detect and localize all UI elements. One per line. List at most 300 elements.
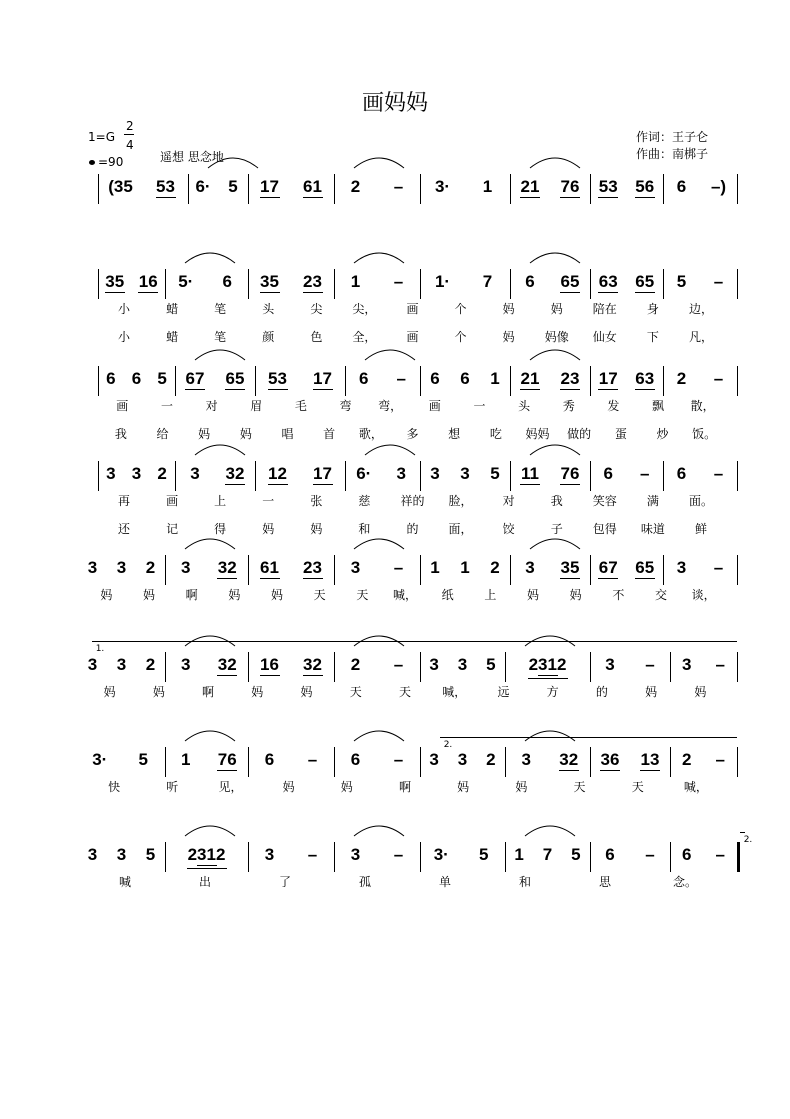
- beam-underline: [197, 865, 217, 866]
- bar-line: [255, 461, 256, 491]
- lyric-verse-1: 妈: [340, 780, 353, 794]
- lyric-verse-2: 得: [214, 522, 227, 536]
- note: 3: [521, 750, 531, 769]
- lyric-verse-2: 唱: [281, 427, 294, 441]
- bar-line: [510, 366, 511, 396]
- note: 32: [217, 558, 237, 577]
- lyric-verse-1: 啊: [185, 588, 198, 602]
- lyric-verse-1: 妈: [694, 685, 707, 699]
- slur: [185, 731, 235, 741]
- lyric-verse-1: 面。: [688, 494, 713, 508]
- lyric-verse-1: 妈: [103, 685, 116, 699]
- lyric-verse-1: 单: [438, 875, 452, 889]
- beam-underline: [138, 292, 158, 293]
- beam-underline: [520, 484, 540, 485]
- lyric-verse-1: 尖，: [352, 302, 377, 316]
- lyric-verse-2: 记: [166, 522, 179, 536]
- lyric-verse-2: 还: [118, 522, 131, 536]
- note: 2: [350, 177, 361, 196]
- key-signature: 1=G: [88, 130, 115, 144]
- bar-line: [334, 652, 335, 682]
- bar-line: [98, 366, 99, 396]
- note: 3: [116, 558, 127, 577]
- note: –: [713, 464, 724, 483]
- note: 3: [682, 655, 692, 674]
- note: –: [307, 750, 318, 769]
- note: 6: [106, 369, 116, 388]
- lyric-verse-1: 祥的: [400, 494, 425, 508]
- note: 1: [181, 750, 191, 769]
- beam-underline: [303, 197, 323, 198]
- lyric-verse-2: 子: [550, 522, 563, 536]
- note: 2: [490, 558, 500, 577]
- bar-line: [510, 269, 511, 299]
- bar-line: [255, 366, 256, 396]
- lyric-verse-2: 歌，: [358, 427, 383, 441]
- note: 5: [228, 177, 238, 196]
- note: 3: [429, 655, 439, 674]
- note: 65: [635, 272, 655, 291]
- note: 2: [145, 558, 156, 577]
- bar-line: [505, 747, 506, 777]
- slur: [530, 158, 580, 168]
- bar-line: [420, 174, 421, 204]
- beam-underline: [260, 197, 280, 198]
- lyric-verse-1: 妈: [270, 588, 284, 602]
- beam-underline: [303, 578, 323, 579]
- note: 3: [116, 655, 127, 674]
- lyric-verse-1: 了: [278, 875, 292, 889]
- lyric-verse-1: 听: [166, 780, 179, 794]
- lyric-verse-1: 头: [518, 399, 531, 413]
- lyric-verse-1: 脸，: [448, 494, 473, 508]
- bar-line: [590, 461, 591, 491]
- lyric-verse-2: 蜡: [166, 330, 179, 344]
- expression-marking: 遥想 思念地: [160, 150, 224, 164]
- note: 53: [268, 369, 287, 388]
- lyric-verse-2: 妈: [262, 522, 275, 536]
- lyric-verse-2: 炒: [656, 427, 669, 441]
- note: 3: [605, 655, 615, 674]
- ending-number: 1.: [95, 644, 105, 654]
- note: 3: [460, 464, 470, 483]
- lyric-verse-2: 妈: [198, 427, 211, 441]
- lyric-verse-1: 边，: [688, 302, 713, 316]
- note: 6: [603, 464, 613, 483]
- song-title: 画妈妈: [361, 91, 428, 116]
- note: –: [715, 750, 725, 769]
- beam-underline: [635, 389, 655, 390]
- lyric-verse-1: 上: [214, 494, 227, 508]
- lyric-verse-1: 妈: [228, 588, 241, 602]
- beam-underline: [313, 389, 333, 390]
- bar-line: [345, 366, 346, 396]
- note: 3: [181, 655, 191, 674]
- note: 7: [482, 272, 493, 291]
- time-signature-line: [124, 134, 134, 135]
- note: 3·: [433, 845, 449, 864]
- lyric-verse-1: 妈: [282, 780, 295, 794]
- beam-underline: [268, 389, 288, 390]
- beam-underline: [640, 770, 660, 771]
- lyric-verse-2: 想: [448, 427, 461, 441]
- lyric-verse-1: 画: [166, 494, 179, 508]
- lyric-verse-2: 我: [114, 427, 127, 441]
- note: 6: [605, 845, 615, 864]
- lyric-verse-2: 鲜: [694, 522, 707, 536]
- note: 3: [350, 558, 361, 577]
- note: 1: [490, 369, 500, 388]
- lyric-verse-1: 妈: [142, 588, 156, 602]
- note: 5: [157, 369, 167, 388]
- time-signature-bottom: 4: [126, 138, 134, 152]
- note: 23: [303, 558, 322, 577]
- slur: [525, 826, 575, 836]
- bar-line: [98, 174, 99, 204]
- note: –: [713, 558, 724, 577]
- note: –: [640, 464, 650, 483]
- note: 23: [560, 369, 580, 388]
- note: 32: [225, 464, 245, 483]
- lyric-verse-1: 喊，: [442, 685, 467, 699]
- note: –: [307, 845, 318, 864]
- lyric-verse-2: 给: [156, 427, 169, 441]
- lyric-verse-1: 妈: [100, 588, 113, 602]
- bar-line: [590, 652, 591, 682]
- note: 61: [303, 177, 322, 196]
- lyric-verse-1: 妈: [526, 588, 540, 602]
- bar-line: [248, 174, 249, 204]
- lyric-verse-1: 个: [454, 302, 467, 316]
- lyric-verse-2: 首: [323, 427, 336, 441]
- beam-underline: [598, 292, 618, 293]
- lyric-verse-1: 快: [108, 780, 121, 794]
- slur: [185, 539, 235, 549]
- note: 21: [520, 369, 540, 388]
- note: 11: [521, 464, 539, 483]
- lyric-verse-1: 一: [473, 399, 486, 413]
- note: 1·: [434, 272, 451, 291]
- note: 16: [138, 272, 158, 291]
- slur: [354, 826, 404, 836]
- beam-underline: [520, 197, 540, 198]
- slur: [530, 350, 580, 360]
- note: 3·: [434, 177, 451, 196]
- lyric-verse-1: 笑容: [592, 494, 617, 508]
- slur: [530, 253, 580, 263]
- time-signature-top: 2: [126, 119, 134, 133]
- note: 1: [514, 845, 524, 864]
- bar-line: [334, 269, 335, 299]
- lyric-verse-1: 交: [654, 588, 668, 602]
- note: 6: [350, 750, 361, 769]
- beam-underline: [538, 675, 558, 676]
- lyric-verse-2: 画: [406, 330, 419, 344]
- beam-underline: [559, 770, 579, 771]
- note: –: [715, 655, 725, 674]
- bar-line: [420, 747, 421, 777]
- beam-underline-double: [187, 868, 227, 869]
- slur: [354, 539, 404, 549]
- beam-underline: [260, 578, 280, 579]
- beam-underline: [598, 197, 618, 198]
- lyric-verse-1: 身: [646, 302, 659, 316]
- note: (35: [108, 177, 133, 196]
- note: 3: [457, 750, 468, 769]
- lyric-verse-1: 一: [160, 399, 173, 413]
- lyric-verse-2: 妈: [502, 330, 515, 344]
- lyric-verse-1: 小: [118, 302, 131, 316]
- note: 76: [560, 177, 580, 196]
- lyric-verse-1: 喊，: [392, 588, 418, 602]
- bar-line: [98, 461, 99, 491]
- note: 3: [116, 845, 127, 864]
- note: 2: [486, 750, 496, 769]
- bar-line: [420, 269, 421, 299]
- beam-underline: [635, 578, 655, 579]
- lyric-verse-2: 妈: [310, 522, 323, 536]
- slur: [195, 350, 245, 360]
- quarter-note-icon: [89, 160, 95, 165]
- note: 3: [131, 464, 142, 483]
- bar-line: [165, 842, 166, 872]
- bar-line: [737, 652, 738, 682]
- note: –: [645, 845, 655, 864]
- lyric-verse-2: 全，: [352, 330, 377, 344]
- note: –: [393, 845, 404, 864]
- bar-line: [334, 174, 335, 204]
- note: 32: [303, 655, 322, 674]
- slur: [185, 253, 235, 263]
- note: 63: [635, 369, 655, 388]
- lyric-verse-1: 画: [116, 399, 129, 413]
- lyric-verse-1: 天: [631, 780, 644, 794]
- lyric-verse-2: 面，: [448, 522, 473, 536]
- note: 3: [429, 750, 439, 769]
- note: 3: [676, 558, 687, 577]
- note: 3: [350, 845, 361, 864]
- beam-underline: [185, 389, 205, 390]
- note: 65: [225, 369, 245, 388]
- lyric-verse-1: 张: [310, 494, 323, 508]
- note: 5: [490, 464, 500, 483]
- beam-underline: [303, 675, 323, 676]
- bar-line: [663, 269, 664, 299]
- beam-underline: [156, 197, 176, 198]
- note: 6: [222, 272, 232, 291]
- note: 2312: [187, 845, 226, 864]
- lyric-verse-2: 多: [406, 427, 419, 441]
- bar-line: [737, 366, 738, 396]
- beam-underline: [105, 292, 125, 293]
- beam-underline: [217, 675, 237, 676]
- slur: [195, 445, 245, 455]
- beam-underline: [217, 770, 237, 771]
- note: 65: [560, 272, 580, 291]
- lyric-verse-1: 画: [428, 399, 441, 413]
- lyric-verse-1: 天: [573, 780, 586, 794]
- ending-number: 2.: [743, 835, 753, 845]
- beam-underline: [303, 292, 323, 293]
- note: 32: [559, 750, 579, 769]
- note: 76: [560, 464, 580, 483]
- bar-line: [505, 652, 506, 682]
- note: 3: [190, 464, 200, 483]
- bar-line: [663, 555, 664, 585]
- note: 6: [359, 369, 369, 388]
- lyric-verse-2: 笔: [214, 330, 227, 344]
- beam-underline: [217, 578, 237, 579]
- ending-bracket-line: [440, 737, 737, 738]
- lyric-verse-1: 的: [595, 685, 608, 699]
- lyric-verse-2: 味道: [640, 522, 665, 536]
- note: 6: [430, 369, 440, 388]
- lyric-verse-2: 小: [118, 330, 131, 344]
- beam-underline: [598, 389, 618, 390]
- lyric-verse-2: 个: [454, 330, 467, 344]
- bar-line: [590, 269, 591, 299]
- lyric-verse-2: 蛋: [614, 427, 627, 441]
- lyric-verse-2: 饭。: [692, 427, 717, 441]
- lyric-verse-2: 做的: [567, 427, 592, 441]
- bar-line: [334, 555, 335, 585]
- note: 2312: [528, 655, 567, 674]
- note: 6: [676, 177, 687, 196]
- note: 5: [486, 655, 496, 674]
- lyric-verse-1: 对: [502, 494, 515, 508]
- beam-underline: [600, 770, 620, 771]
- slur: [525, 731, 575, 741]
- lyric-verse-2: 妈妈: [525, 427, 550, 441]
- note: 17: [598, 369, 618, 388]
- bar-line: [248, 555, 249, 585]
- bar-line: [420, 842, 421, 872]
- note: 6: [131, 369, 142, 388]
- bar-line: [98, 269, 99, 299]
- lyric-verse-1: 不: [612, 588, 625, 602]
- note: 65: [635, 558, 655, 577]
- lyric-verse-2: 吃: [489, 427, 502, 441]
- lyric-verse-1: 慈: [358, 494, 371, 508]
- lyric-verse-2: 色: [310, 330, 323, 344]
- note: 21: [520, 177, 540, 196]
- note: 13: [640, 750, 660, 769]
- note: 35: [105, 272, 125, 291]
- lyric-verse-1: 妈: [251, 685, 264, 699]
- composer-credit: 作曲：南梆子: [636, 147, 709, 161]
- lyric-verse-1: 妈: [152, 685, 165, 699]
- bar-line: [248, 842, 249, 872]
- lyric-verse-2: 和: [358, 522, 371, 536]
- lyric-verse-1: 陪在: [592, 302, 617, 316]
- bar-line: [737, 747, 738, 777]
- note: 67: [185, 369, 205, 388]
- note: 5: [479, 845, 489, 864]
- bar-line: [670, 652, 671, 682]
- lyric-verse-1: 妈: [550, 302, 563, 316]
- note: 2: [350, 655, 361, 674]
- bar-line: [175, 461, 176, 491]
- beam-underline: [260, 675, 280, 676]
- lyric-verse-1: 画: [406, 302, 419, 316]
- lyric-verse-1: 远: [497, 685, 510, 699]
- bar-line: [590, 366, 591, 396]
- bar-line: [663, 366, 664, 396]
- lyric-verse-1: 妈: [645, 685, 658, 699]
- lyric-verse-1: 一: [262, 494, 275, 508]
- lyric-verse-1: 妈: [502, 302, 515, 316]
- bar-line: [165, 269, 166, 299]
- bar-line: [175, 366, 176, 396]
- lyric-verse-1: 尖: [310, 302, 323, 316]
- lyric-verse-1: 见，: [218, 780, 243, 794]
- note: 53: [598, 177, 618, 196]
- lyric-verse-2: 的: [406, 522, 419, 536]
- note: 6·: [195, 177, 211, 196]
- beam-underline: [225, 484, 245, 485]
- beam-underline: [598, 578, 618, 579]
- tempo-marking: =90: [98, 155, 124, 169]
- lyric-verse-1: 妈: [515, 780, 528, 794]
- note: –): [710, 177, 727, 196]
- bar-line: [510, 461, 511, 491]
- note: 1: [460, 558, 470, 577]
- bar-line: [670, 747, 671, 777]
- lyric-verse-1: 我: [550, 494, 563, 508]
- note: 6: [460, 369, 470, 388]
- ending-number: 2.: [443, 740, 453, 750]
- note: 36: [600, 750, 620, 769]
- note: 32: [217, 655, 237, 674]
- note: 3: [264, 845, 275, 864]
- bar-line: [510, 174, 511, 204]
- bar-line: [420, 555, 421, 585]
- lyric-verse-1: 喊，: [683, 780, 708, 794]
- lyric-verse-2: 下: [646, 330, 659, 344]
- note: 6: [682, 845, 692, 864]
- note: 2: [145, 655, 156, 674]
- lyric-verse-2: 包得: [592, 522, 617, 536]
- lyric-verse-2: 妈像: [544, 330, 569, 344]
- bar-line: [505, 842, 506, 872]
- bar-line: [590, 842, 591, 872]
- lyric-verse-1: 啊: [202, 685, 215, 699]
- bar-line: [663, 461, 664, 491]
- note: 5·: [178, 272, 194, 291]
- note: –: [393, 558, 404, 577]
- lyric-verse-1: 天: [398, 685, 412, 699]
- note: 53: [156, 177, 175, 196]
- note: 3: [457, 655, 468, 674]
- note: 35: [260, 272, 279, 291]
- note: 3: [396, 464, 406, 483]
- bar-line: [334, 842, 335, 872]
- lyric-verse-1: 妈: [300, 685, 313, 699]
- beam-underline: [635, 197, 655, 198]
- lyric-verse-1: 上: [484, 588, 497, 602]
- slur: [185, 826, 235, 836]
- lyric-verse-1: 纸: [441, 588, 454, 602]
- note: 1: [482, 177, 493, 196]
- lyric-verse-1: 谈，: [691, 588, 716, 602]
- lyric-verse-2: 颜: [262, 330, 275, 344]
- beam-underline: [520, 389, 540, 390]
- note: –: [645, 655, 655, 674]
- note: 1: [350, 272, 361, 291]
- note: 3·: [92, 750, 108, 769]
- lyric-verse-1: 和: [518, 875, 532, 889]
- beam-underline: [560, 484, 580, 485]
